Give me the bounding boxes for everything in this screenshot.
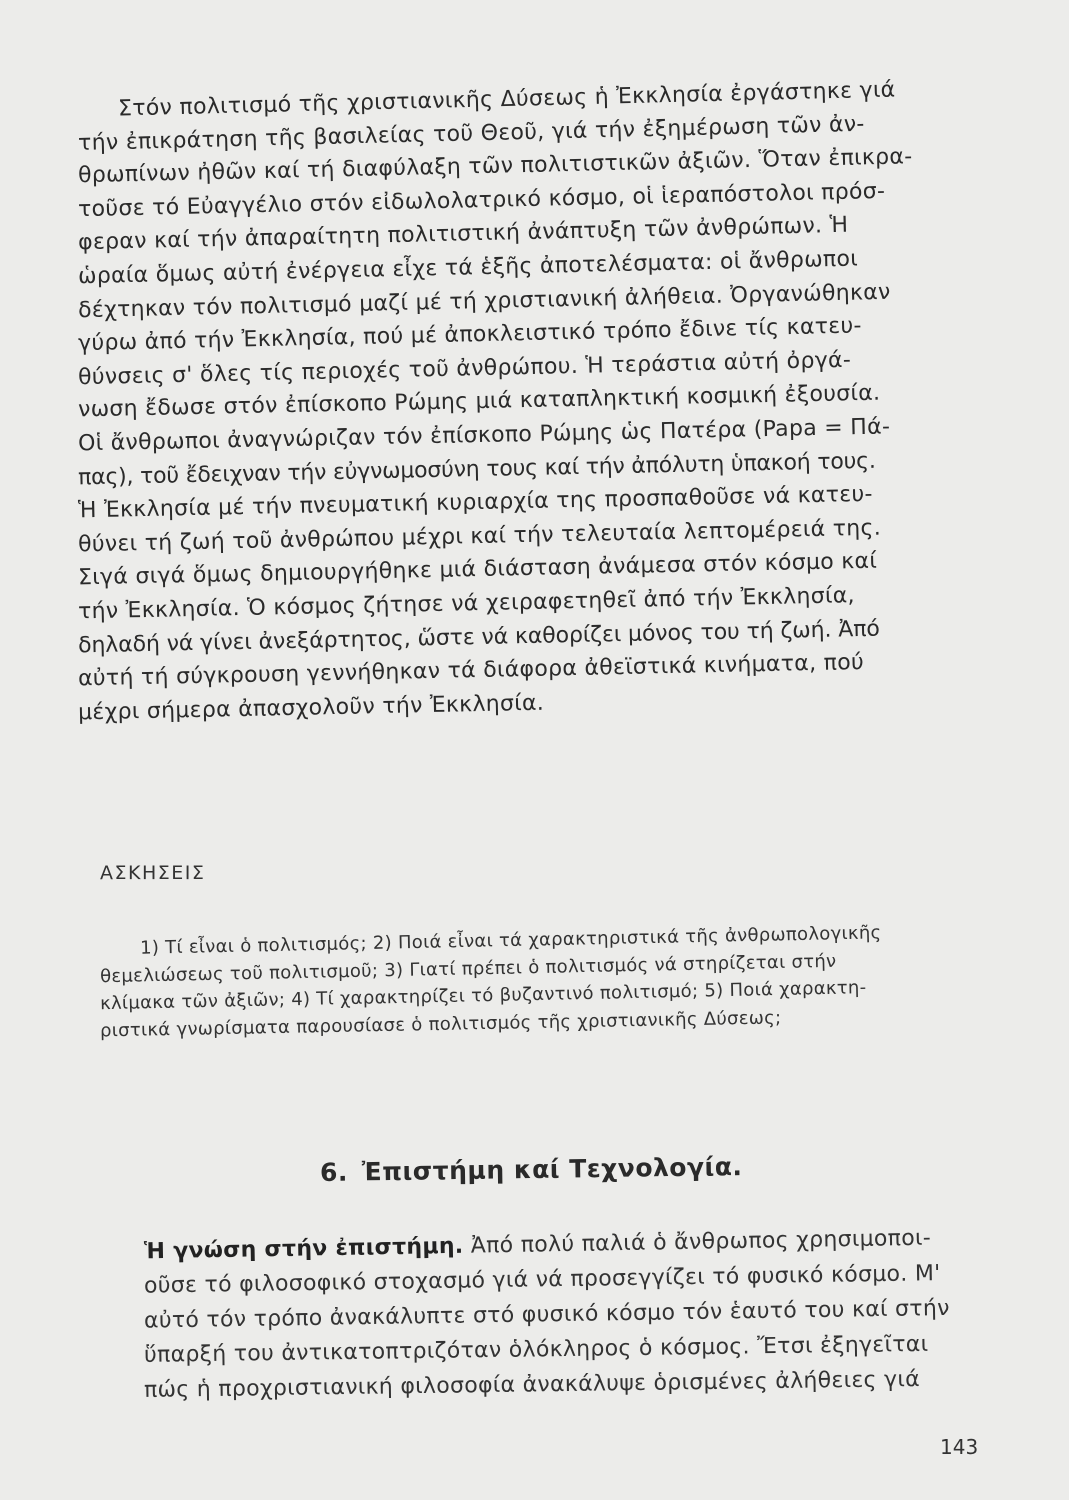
- section-number: 6.: [319, 1157, 349, 1187]
- text-line: αὐτή τή σύγκρουση γεννήθηκαν τά διάφορα ἀθεϊστικά κινήματα, πού: [77, 650, 865, 692]
- exercises-heading: ΑΣΚΗΣΕΙΣ: [100, 862, 206, 884]
- text-line: ὕπαρξή του ἀντικατοπτριζόταν ὁλόκληρος ὁ κόσμος. Ἔτσι ἐξηγεῖται: [143, 1331, 929, 1368]
- text-line: ὡραία ὅμως αὐτή ἐνέργεια εἶχε τά ἑξῆς ἀποτελέσματα: οἱ ἄνθρωποι: [77, 246, 859, 290]
- exercise-line: ριστικά γνωρίσματα παρουσίασε ὁ πολιτισμός τῆς χριστιανικῆς Δύσεως;: [99, 1006, 782, 1041]
- text-line: δέχτηκαν τόν πολιτισμό μαζί μέ τή χριστιανική ἀλήθεια. Ὀργανώθηκαν: [77, 279, 891, 323]
- exercise-line: θεμελιώσεως τοῦ πολιτισμοῦ; 3) Γιατί πρέπει ὁ πολιτισμός νά στηρίζεται στήν: [99, 950, 837, 987]
- text-line: πας), τοῦ ἔδειχναν τήν εὐγνωμοσύνη τους καί τήν ἀπόλυτη ὑπακοή τους.: [77, 448, 876, 490]
- text-line: μέχρι σήμερα ἀπασχολοῦν τήν Ἐκκλησία.: [77, 690, 545, 726]
- text-line: Στόν πολιτισμό τῆς χριστιανικῆς Δύσεως ἡ Ἐκκλησία ἐργάστηκε γιά: [117, 77, 896, 122]
- text-line: Σιγά σιγά ὅμως δημιουργήθηκε μιά διάσταση ἀνάμεσα στόν κόσμο καί: [77, 549, 878, 591]
- text-line: Οἱ ἄνθρωποι ἀναγνώριζαν τόν ἐπίσκοπο Ρώμης ὡς Πατέρα (Papa = Πά-: [77, 414, 891, 457]
- section-title: Ἐπιστήμη καί Τεχνολογία.: [361, 1152, 743, 1187]
- section-heading: [320, 1152, 743, 1187]
- section-paragraph: [143, 1225, 984, 1403]
- page-number: 143: [940, 1435, 979, 1459]
- text-line: θύνει τή ζωή τοῦ ἀνθρώπου μέχρι καί τήν τελευταία λεπτομέρειά της.: [77, 515, 882, 558]
- text-line: οῦσε τό φιλοσοφικό στοχασμό γιά νά προσεγγίζει τό φυσικό κόσμο. Μ': [143, 1261, 941, 1299]
- lead-in-rest: Ἀπό πολύ παλιά ὁ ἄνθρωπος χρησιμοποι-: [463, 1225, 932, 1259]
- lead-in-phrase: Ἡ γνώση στήν ἐπιστήμη.: [143, 1233, 464, 1265]
- exercises-list: [99, 922, 980, 1041]
- text-line: δηλαδή νά γίνει ἀνεξάρτητος, ὥστε νά καθορίζει μόνος του τή ζωή. Ἀπό: [77, 616, 880, 658]
- exercise-line: κλίμακα τῶν ἀξιῶν; 4) Τί χαρακτηρίζει τό βυζαντινό πολιτισμό; 5) Ποιά χαρακτη-: [99, 977, 867, 1015]
- text-line: πώς ἡ προχριστιανική φιλοσοφία ἀνακάλυψε ὁρισμένες ἀλήθειες γιά: [143, 1367, 921, 1403]
- text-line: τήν ἐπικράτηση τῆς βασιλείας τοῦ Θεοῦ, γιά τήν ἐξημέρωση τῶν ἀν-: [77, 111, 865, 156]
- exercise-line: 1) Τί εἶναι ὁ πολιτισμός; 2) Ποιά εἶναι τά χαρακτηριστικά τῆς ἀνθρωπολογικῆς: [139, 922, 882, 959]
- text-line: θύνσεις σ' ὅλες τίς περιοχές τοῦ ἀνθρώπου. Ἡ τεράστια αὐτή ὀργά-: [77, 347, 852, 390]
- text-line: τήν Ἐκκλησία. Ὁ κόσμος ζήτησε νά χειραφετηθεῖ ἀπό τήν Ἐκκλησία,: [77, 583, 856, 625]
- text-line: γύρω ἀπό τήν Ἐκκλησία, πού μέ ἀποκλειστικό τρόπο ἔδινε τίς κατευ-: [77, 313, 863, 357]
- text-line: τοῦσε τό Εὐαγγέλιο στόν εἰδωλολατρικό κόσμο, οἱ ἱεραπόστολοι πρόσ-: [77, 178, 886, 222]
- main-paragraph: [77, 77, 978, 726]
- text-line: νωση ἔδωσε στόν ἐπίσκοπο Ρώμης μιά καταπληκτική κοσμική ἐξουσία.: [77, 380, 881, 423]
- text-line: Ἡ Ἐκκλησία μέ τήν πνευματική κυριαρχία της προσπαθοῦσε νά κατευ-: [77, 481, 873, 524]
- text-line: φεραν καί τήν ἀπαραίτητη πολιτιστική ἀνάπτυξη τῶν ἀνθρώπων. Ἡ: [77, 213, 849, 256]
- text-line: θρωπίνων ἠθῶν καί τή διαφύλαξη τῶν πολιτιστικῶν ἀξιῶν. Ὅταν ἐπικρα-: [77, 144, 913, 189]
- text-line: αὐτό τόν τρόπο ἀνακάλυπτε στό φυσικό κόσμο τόν ἑαυτό του καί στήν: [143, 1295, 950, 1334]
